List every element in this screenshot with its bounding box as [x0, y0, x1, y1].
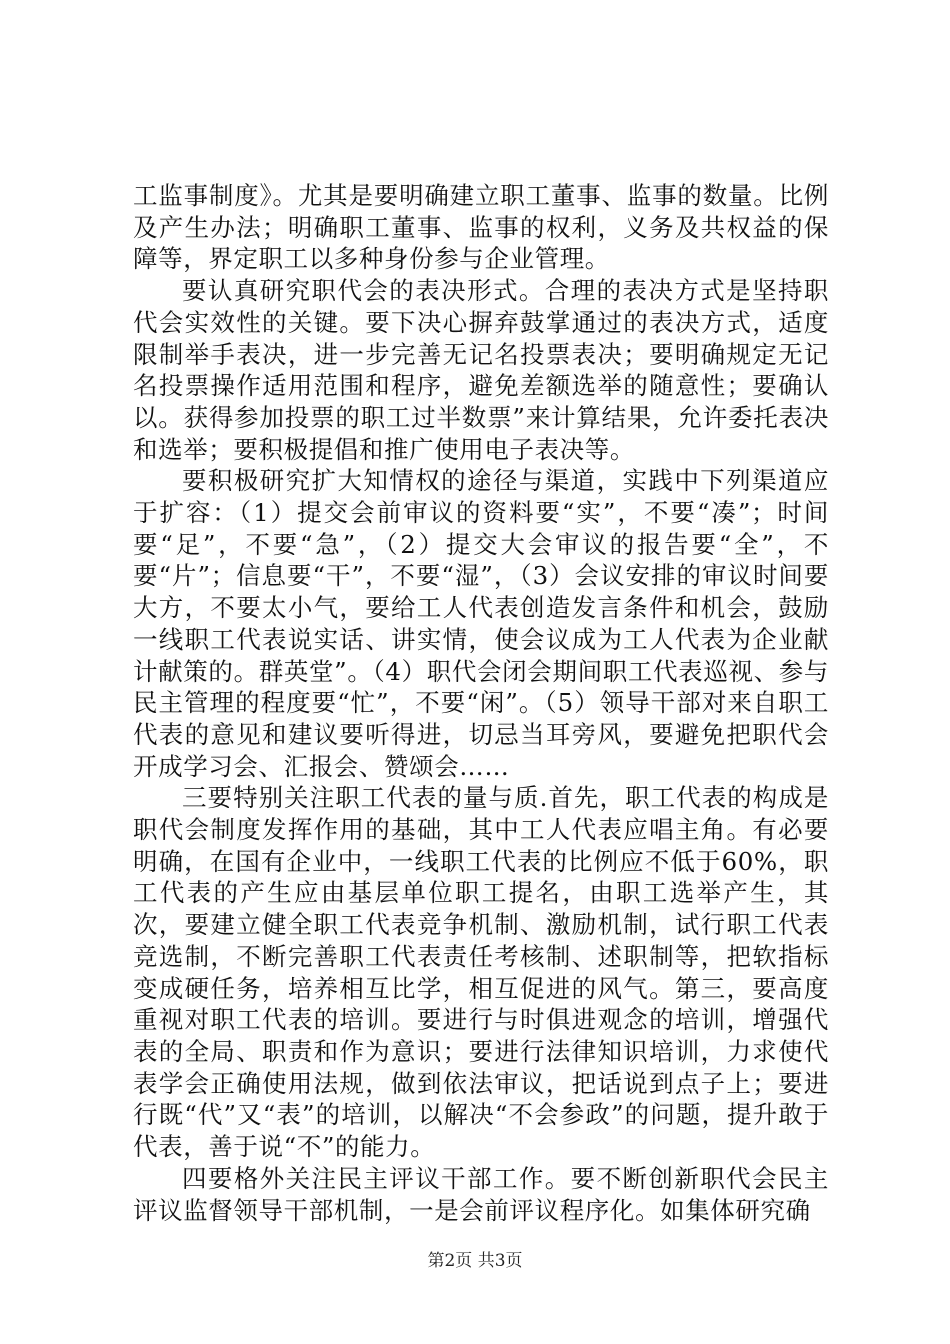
paragraph-1: 工监事制度》。尤其是要明确建立职工董事、监事的数量。比例及产生办法；明确职工董事、监事的权利，义务及共权益的保障等，界定职工以多种身份参与企业管理。 — [133, 181, 829, 274]
paragraph-5: 四要格外关注民主评议干部工作。要不断创新职代会民主评议监督领导干部机制，一是会前评议程序化。如集体研究确 — [133, 1163, 829, 1225]
paragraph-2: 要认真研究职代会的表决形式。合理的表决方式是坚持职代会实效性的关键。要下决心摒弃鼓掌通过的表决方式，适度限制举手表决，进一步完善无记名投票表决；要明确规定无记名投票操作适用范围和程序，避免差额选举的随意性；要确认以。获得参加投票的职工过半数票”来计算结果，允许委托表决和选举；要积极提倡和推广使用电子表决等。 — [133, 276, 829, 464]
document-body — [133, 180, 829, 1226]
paragraph-4: 三要特别关注职工代表的量与质.首先，职工代表的构成是职代会制度发挥作用的基础，其中工人代表应唱主角。有必要明确，在国有企业中，一线职工代表的比例应不低于60%，职工代表的产生应由基层单位职工提名，由职工选举产生，其次，要建立健全职工代表竞争机制、激励机制，试行职工代表竞选制，不断完善职工代表责任考核制、述职制等，把软指标变成硬任务，培养相互比学，相互促进的风气。第三，要高度重视对职工代表的培训。要进行与时俱进观念的培训，增强代表的全局、职责和作为意识；要进行法律知识培训，力求使代表学会正确使用法规，做到依法审议，把话说到点子上；要进行既“代”又“表”的培训，以解决“不会参政”的问题，提升敢于代表，善于说“不”的能力。 — [133, 783, 829, 1162]
page-number-footer: 第2页 共3页 — [427, 1251, 523, 1271]
paragraph-3: 要积极研究扩大知情权的途径与渠道，实践中下列渠道应于扩容：（1）提交会前审议的资料要“实”，不要“凑”；时间要“足”，不要“急”，（2）提交大会审议的报告要“全”，不要“片”；信息要“干”，不要“湿”，（3）会议安排的审议时间要大方，不要太小气，要给工人代表创造发言条件和机会，鼓励一线职工代表说实话、讲实情，使会议成为工人代表为企业献计献策的。群英堂”。（4）职代会闭会期间职工代表巡视、参与民主管理的程度要“忙”，不要“闲”。（5）领导干部对来自职工代表的意见和建议要听得进，切忌当耳旁风，要避免把职代会开成学习会、汇报会、赞颂会…… — [133, 466, 829, 781]
